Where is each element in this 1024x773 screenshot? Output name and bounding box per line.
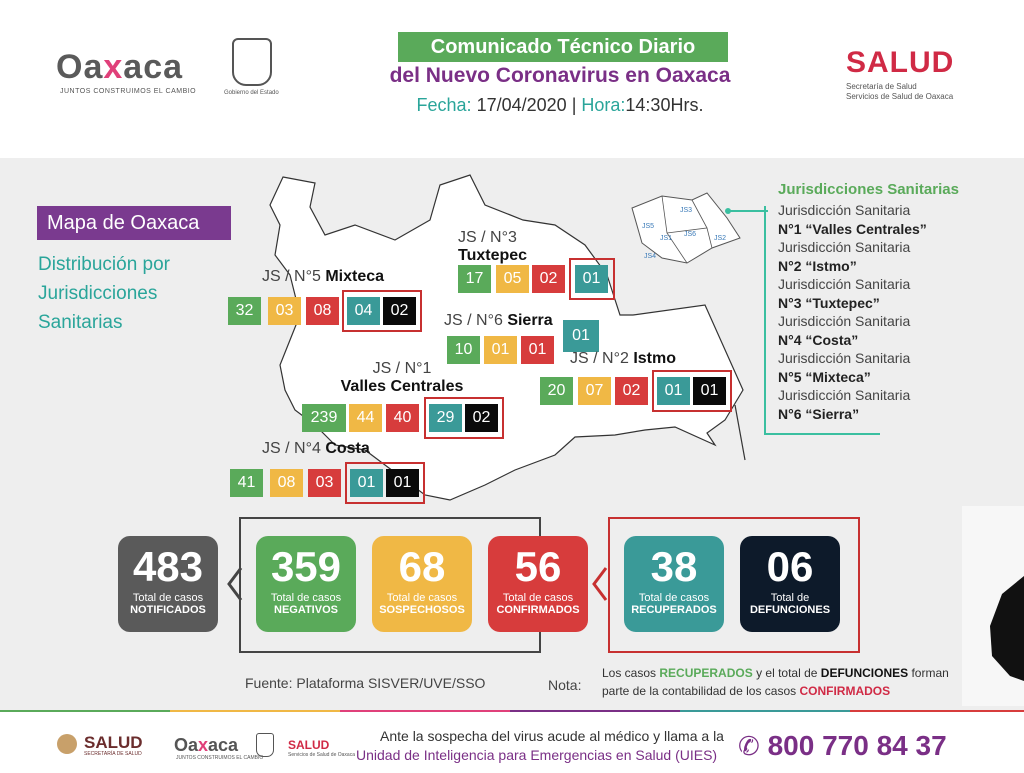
footer-salud-caption: SECRETARÍA DE SALUD (84, 751, 142, 757)
js6-label: JS / N°6 Sierra (444, 312, 553, 329)
footer-oaxaca-tagline: JUNTOS CONSTRUIMOS EL CAMBIO (176, 755, 264, 761)
js2-defunciones: 01 (693, 377, 726, 405)
total-recuperados-card: 38 Total de casos RECUPERADOS (624, 536, 724, 632)
salud-logo-caption: Secretaría de Salud Servicios de Salud de Oaxaca (846, 82, 954, 101)
phone-icon: ✆ (738, 731, 760, 761)
js4-defunciones: 01 (386, 469, 419, 497)
total-sospechosos-card: 68 Total de casos SOSPECHOSOS (372, 536, 472, 632)
seal-caption: Gobierno del Estado (224, 90, 279, 96)
js4-sospechosos: 08 (270, 469, 303, 497)
report-date: 17/04/2020 (476, 95, 567, 115)
total-notificados-card: 483 Total de casos NOTIFICADOS (118, 536, 218, 632)
js4-negativos: 41 (230, 469, 263, 497)
js5-recuperados: 04 (347, 297, 380, 325)
js6-negativos: 10 (447, 336, 480, 364)
js1-sospechosos: 44 (349, 404, 382, 432)
js6-confirmados: 01 (521, 336, 554, 364)
footer-salud-logo: SALUD (84, 733, 143, 752)
legend-bracket-bottom (764, 433, 880, 435)
footer-salud-oaxaca-logo: SALUD (288, 738, 330, 752)
presenter-video-inset (962, 506, 1024, 706)
group-arrow-left (225, 566, 245, 602)
footer-state-seal-icon (256, 733, 274, 757)
inset-label-js5: JS5 (642, 223, 655, 230)
inset-map (622, 188, 752, 268)
inset-label-js1: JS1 (660, 235, 673, 242)
js5-confirmados: 08 (306, 297, 339, 325)
footer-salud-oaxaca-caption: Servicios de Salud de Oaxaca (288, 752, 355, 758)
legend-list: Jurisdicción Sanitaria N°1 “Valles Centrales” Jurisdicción Sanitaria N°2 “Istmo” Jurisdicción Sanitaria N°3 “Tuxtepec” Jurisdicción Sanitaria N°4 “Costa” Jurisdicción Sanitaria N°5 “Mixteca” Jurisdicción Sanitaria N°6 “Sierra” (778, 202, 927, 422)
js5-sospechosos: 03 (268, 297, 301, 325)
report-date-line: Fecha: 17/04/2020 | Hora:14:30Hrs. (416, 95, 704, 115)
js1-recuperados: 29 (429, 404, 462, 432)
data-source: Fuente: Plataforma SISVER/UVE/SSO (245, 675, 486, 691)
js3-confirmados: 02 (532, 265, 565, 293)
total-confirmados-card: 56 Total de casos CONFIRMADOS (488, 536, 588, 632)
inset-label-js4: JS4 (644, 253, 657, 260)
js2-recuperados: 01 (657, 377, 690, 405)
footer-oaxaca-logo: Oaxaca (174, 735, 239, 755)
note-label: Nota: (548, 677, 582, 693)
note-text: Los casos RECUPERADOS y el total de DEFUNCIONES forman parte de la contabilidad de los casos CONFIRMADOS (602, 666, 949, 698)
legend-title: Jurisdicciones Sanitarias (778, 181, 959, 198)
js4-confirmados: 03 (308, 469, 341, 497)
total-defunciones-card: 06 Total de DEFUNCIONES (740, 536, 840, 632)
js5-defunciones: 02 (383, 297, 416, 325)
total-negativos-card: 359 Total de casos NEGATIVOS (256, 536, 356, 632)
oaxaca-logo: Oaxaca (56, 48, 184, 86)
js1-label: JS / N°1 Valles Centrales (340, 360, 464, 395)
inset-label-js6: JS6 (684, 231, 697, 238)
js6-recuperados: 01 (563, 320, 599, 352)
js3-sospechosos: 05 (496, 265, 529, 293)
js5-label: JS / N°5 Mixteca (262, 268, 385, 285)
footer-advice-line2: Unidad de Inteligencia para Emergencias en Salud (UIES) (356, 747, 718, 763)
js1-confirmados: 40 (386, 404, 419, 432)
js2-label: JS / N°2 Istmo (570, 350, 676, 367)
phone-number: 800 770 84 37 (767, 730, 947, 761)
federal-salud-emblem-icon (55, 732, 79, 756)
js2-sospechosos: 07 (578, 377, 611, 405)
js4-label: JS / N°4 Costa (262, 440, 370, 457)
salud-logo: SALUD (846, 46, 955, 79)
js1-negativos: 239 (302, 404, 346, 432)
js6-sospechosos: 01 (484, 336, 517, 364)
report-title: Comunicado Técnico Diario (398, 32, 728, 62)
js3-recuperados: 01 (575, 265, 608, 293)
js3-label: JS / N°3 Tuxtepec (458, 229, 528, 264)
footer-advice-line1: Ante la sospecha del virus acude al médico y llama a la (380, 728, 724, 744)
report-subtitle: del Nuevo Coronavirus en Oaxaca (389, 64, 731, 87)
js1-defunciones: 02 (465, 404, 498, 432)
group-arrow-red (590, 566, 610, 602)
js2-confirmados: 02 (615, 377, 648, 405)
state-seal-icon (232, 38, 272, 86)
js5-negativos: 32 (228, 297, 261, 325)
map-subtitle: Distribución por Jurisdicciones Sanitarias (38, 254, 170, 333)
js3-negativos: 17 (458, 265, 491, 293)
inset-label-js3: JS3 (680, 207, 693, 214)
legend-bracket (764, 206, 766, 434)
legend-connector (724, 206, 768, 216)
js2-negativos: 20 (540, 377, 573, 405)
inset-label-js2: JS2 (714, 235, 727, 242)
js4-recuperados: 01 (350, 469, 383, 497)
emergency-phone (738, 730, 947, 762)
report-hour: 14:30Hrs. (625, 95, 704, 115)
oaxaca-logo-tagline: JUNTOS CONSTRUIMOS EL CAMBIO (60, 88, 197, 95)
map-title: Mapa de Oaxaca (37, 206, 231, 240)
